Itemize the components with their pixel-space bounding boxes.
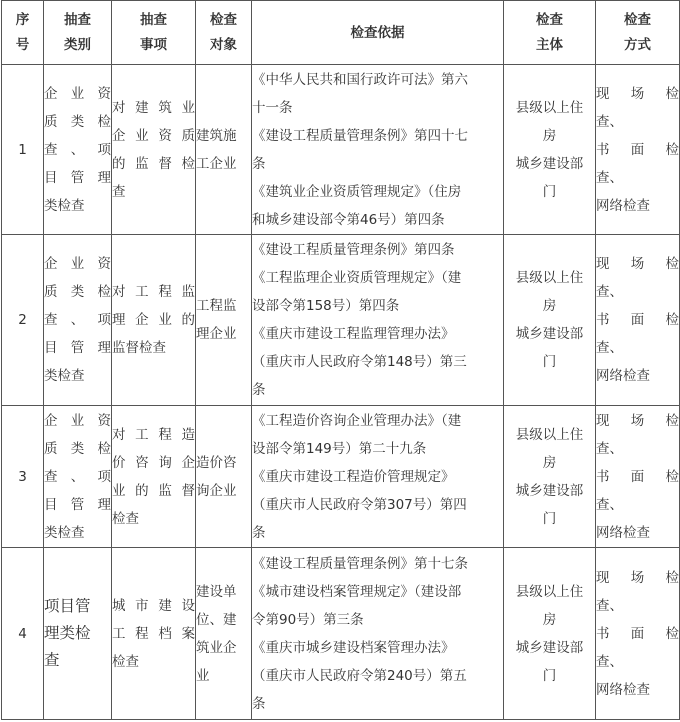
table-row — [2, 548, 680, 720]
row-seq: 1 — [2, 65, 44, 235]
row-category: 企业资 质类检 查、项 目管理 类检查 — [44, 406, 112, 548]
header-subject: 检查 主体 — [504, 1, 596, 65]
row-basis: 《建设工程质量管理条例》第十七条 《城市建设档案管理规定》（建设部 令第90号）第三条 《重庆市城乡建设档案管理办法》 （重庆市人民政府令第240号）第五 条 — [252, 548, 504, 720]
row-method: 现场检 查、 书面检 查、 网络检查 — [596, 548, 680, 720]
header-target: 检查 对象 — [196, 1, 252, 65]
row-item: 对工程监 理企业的 监督检查 — [112, 235, 196, 406]
header-method: 检查 方式 — [596, 1, 680, 65]
header-seq: 序 号 — [2, 1, 44, 65]
row-seq: 4 — [2, 548, 44, 720]
row-seq: 2 — [2, 235, 44, 406]
header-item: 抽查 事项 — [112, 1, 196, 65]
table-row — [2, 65, 680, 235]
inspection-table — [1, 0, 680, 720]
row-target: 工程监 理企业 — [196, 235, 252, 406]
header-row — [2, 1, 680, 65]
row-basis: 《中华人民共和国行政许可法》第六 十一条 《建设工程质量管理条例》第四十七 条 《建筑业企业资质管理规定》（住房 和城乡建设部令第46号）第四条 — [252, 65, 504, 235]
row-method: 现场检 查、 书面检 查、 网络检查 — [596, 235, 680, 406]
header-category: 抽查 类别 — [44, 1, 112, 65]
row-method: 现场检 查、 书面检 查、 网络检查 — [596, 65, 680, 235]
row-category: 企业资 质类检 查、项 目管理 类检查 — [44, 65, 112, 235]
row-basis: 《建设工程质量管理条例》第四条 《工程监理企业资质管理规定》（建 设部令第158号）第四条 《重庆市建设工程监理管理办法》 （重庆市人民政府令第148号）第三 条 — [252, 235, 504, 406]
header-basis: 检查依据 — [252, 1, 504, 65]
row-seq: 3 — [2, 406, 44, 548]
row-subject: 县级以上住 房 城乡建设部 门 — [504, 548, 596, 720]
row-category: 企业资 质类检 查、项 目管理 类检查 — [44, 235, 112, 406]
row-target: 建筑施 工企业 — [196, 65, 252, 235]
row-target: 造价咨 询企业 — [196, 406, 252, 548]
row-category: 项目管 理类检 查 — [44, 548, 112, 720]
row-subject: 县级以上住 房 城乡建设部 门 — [504, 65, 596, 235]
row-target: 建设单 位、建 筑业企 业 — [196, 548, 252, 720]
table-row — [2, 406, 680, 548]
row-subject: 县级以上住 房 城乡建设部 门 — [504, 235, 596, 406]
row-basis: 《工程造价咨询企业管理办法》（建 设部令第149号）第二十九条 《重庆市建设工程造价管理规定》 （重庆市人民政府令第307号）第四 条 — [252, 406, 504, 548]
row-item: 对建筑业 企业资质 的监督检 查 — [112, 65, 196, 235]
row-subject: 县级以上住 房 城乡建设部 门 — [504, 406, 596, 548]
row-item: 城市建设 工程档案 检查 — [112, 548, 196, 720]
table-row — [2, 235, 680, 406]
row-method: 现场检 查、 书面检 查、 网络检查 — [596, 406, 680, 548]
row-item: 对工程造 价咨询企 业的监督 检查 — [112, 406, 196, 548]
